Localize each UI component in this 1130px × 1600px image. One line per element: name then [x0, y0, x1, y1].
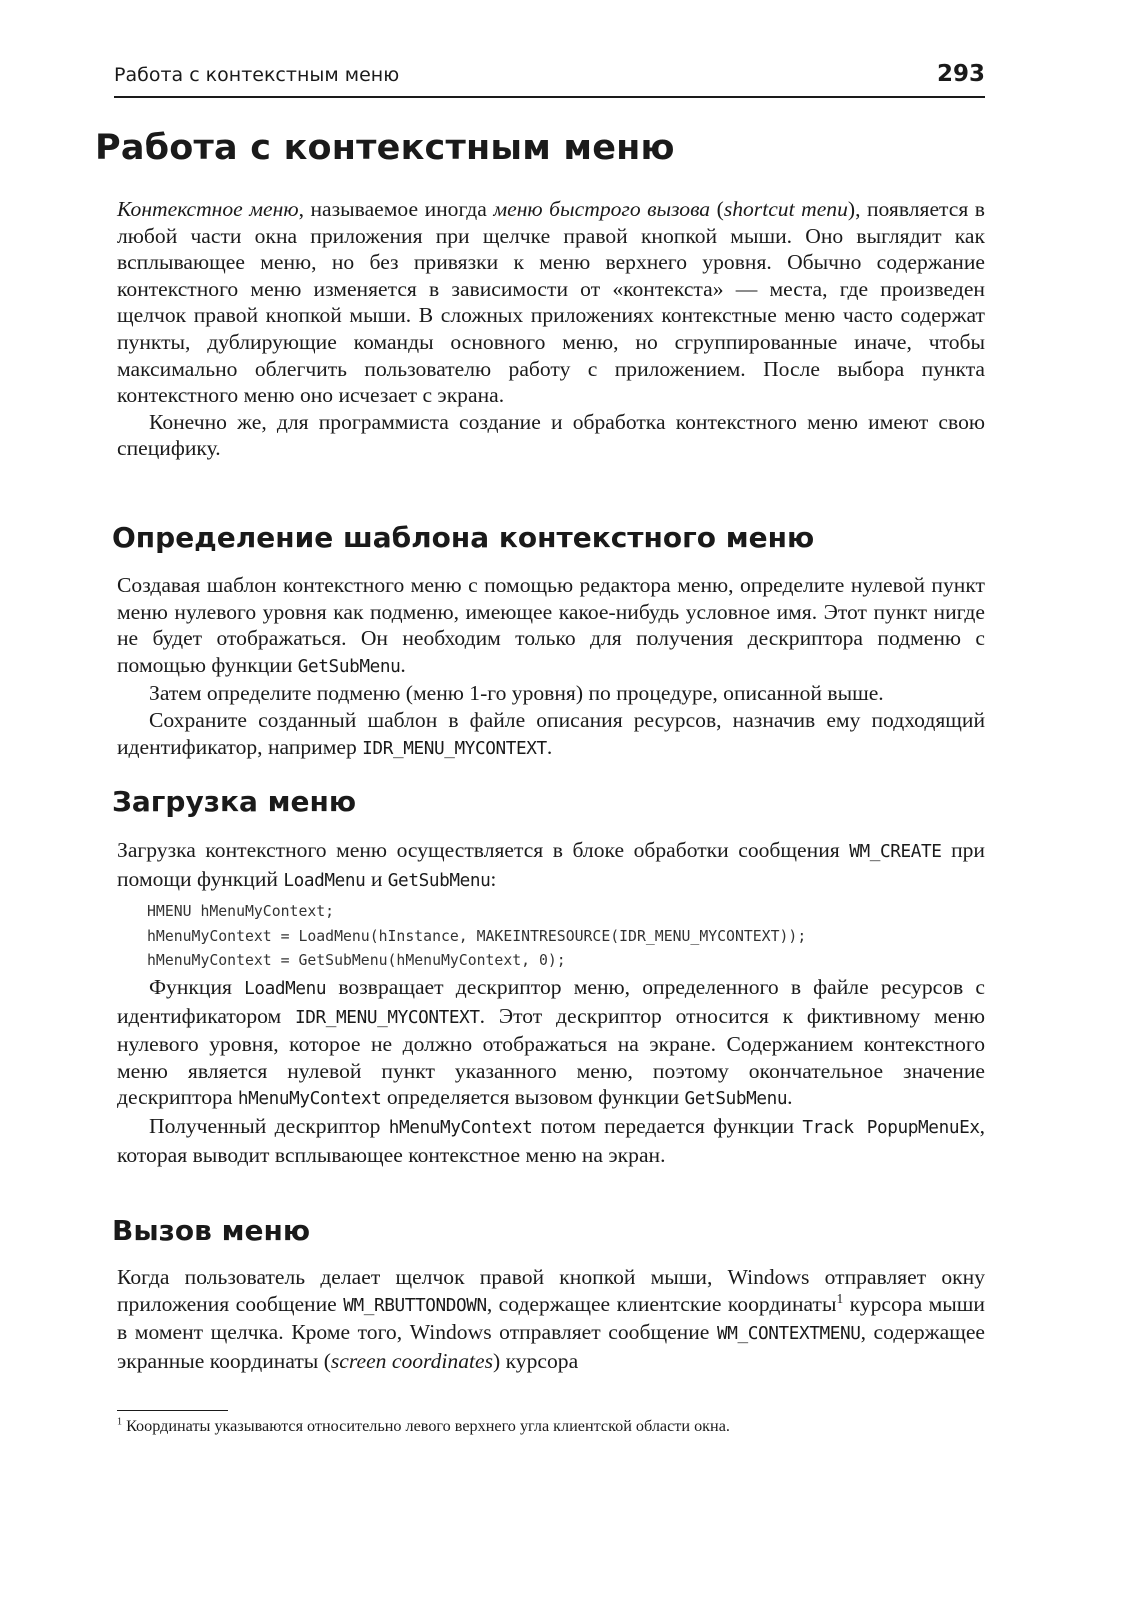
text-run: , которая выводит всплывающее контекстное меню на экран.	[117, 1113, 986, 1167]
loading-paragraph-1	[117, 837, 985, 894]
term-shortcut-menu-ru: меню быстрого вызова	[493, 197, 711, 221]
term-shortcut-menu-en: shortcut menu	[723, 197, 848, 221]
footnote-divider	[117, 1410, 228, 1411]
footnote-mark: 1	[117, 1416, 123, 1428]
code-line: hMenuMyContext = GetSubMenu(hMenuMyContext, 0);	[147, 952, 566, 969]
intro-paragraph-2: Конечно же, для программиста создание и обработка контекстного меню имеют свою специфику.	[117, 409, 985, 461]
running-head	[114, 60, 985, 98]
term-screen-coordinates: screen coordinates	[330, 1348, 494, 1373]
section-loading-text	[117, 837, 985, 894]
text-run: потом передается функции	[532, 1113, 803, 1138]
code-trackpopupmenuex: Track PopupMenuEx	[802, 1117, 980, 1138]
term-context-menu: Контекстное меню	[117, 197, 299, 221]
text-run: Когда пользователь делает щелчок правой кнопкой мыши, Windows отправляет окну приложения сообщение	[117, 1265, 985, 1316]
text-run: , содержащее клиентские координаты	[486, 1291, 837, 1316]
section-heading-invoking: Вызов меню	[112, 1214, 311, 1247]
text-run: Загрузка контекстного меню осуществляется в блоке обработки сообщения	[117, 838, 850, 862]
code-idr-menu: IDR_MENU_MYCONTEXT	[295, 1007, 480, 1028]
text-run: (	[710, 197, 724, 221]
loading-paragraph-3	[117, 1113, 985, 1168]
chapter-title: Работа с контекстным меню	[95, 128, 675, 168]
text-run: определяется вызовом функции	[381, 1085, 685, 1110]
text-run: , содержащее экранные координаты (	[117, 1320, 985, 1373]
footnote-text: Координаты указываются относительно левого верхнего угла клиентской области окна.	[122, 1417, 730, 1435]
section-heading-loading: Загрузка меню	[112, 785, 357, 818]
intro-paragraph-1	[117, 196, 985, 409]
text-run: ) курсора	[493, 1348, 579, 1373]
text-run: Полученный дескриптор	[149, 1113, 389, 1138]
code-getsubmenu: GetSubMenu	[387, 870, 491, 891]
code-listing	[147, 900, 806, 974]
footnote	[117, 1415, 985, 1437]
intro-text	[117, 196, 985, 462]
code-getsubmenu: GetSubMenu	[684, 1089, 788, 1110]
template-paragraph-1	[117, 572, 985, 680]
text-run: , называемое иногда	[298, 197, 494, 221]
section-loading-text-continued	[117, 974, 985, 1168]
code-getsubmenu: GetSubMenu	[297, 656, 401, 677]
text-run: ), появляется в любой части окна приложения при щелчке правой кнопкой мыши. Оно выглядит как всплывающее меню, но без привязки к меню верхнего уровня. Обычно содержание контекстного меню изменяется в зависимости от «контекста» — места, где произведен щелчок правой кнопкой мыши. В сложных приложениях контекстные меню часто содержат пункты, дублирующие команды основного меню, но сгруппированные иначе, чтобы максимально облегчить пользователю работу с приложением. После выбора пункта контекстного меню оно исчезает с экрана.	[117, 197, 985, 408]
code-idr-menu: IDR_MENU_MYCONTEXT	[362, 738, 547, 759]
code-hmenu-var: hMenuMyContext	[237, 1089, 382, 1110]
code-loadmenu: LoadMenu	[244, 979, 327, 999]
code-line: HMENU hMenuMyContext;	[147, 903, 335, 920]
text-run: при помощи функций	[117, 838, 985, 891]
code-line: hMenuMyContext = LoadMenu(hInstance, MAKEINTRESOURCE(IDR_MENU_MYCONTEXT));	[147, 927, 807, 945]
invoking-paragraph-1	[117, 1264, 985, 1374]
section-template-text	[117, 572, 985, 762]
code-wm-create: WM_CREATE	[849, 842, 942, 862]
text-run: и	[365, 866, 388, 891]
text-run: Функция	[149, 975, 245, 999]
code-wm-rbuttondown: WM_RBUTTONDOWN	[343, 1295, 487, 1316]
section-heading-template: Определение шаблона контекстного меню	[112, 521, 815, 554]
loading-paragraph-2	[117, 974, 985, 1113]
template-paragraph-3	[117, 707, 985, 762]
page-number: 293	[936, 61, 985, 87]
footnote-reference[interactable]: 1	[836, 1290, 844, 1306]
text-run: возвращает дескриптор меню, определенного в файле ресурсов с идентификатором	[117, 975, 985, 1028]
template-paragraph-2: Затем определите подменю (меню 1-го уровня) по процедуре, описанной выше.	[149, 681, 884, 706]
text-run: Создавая шаблон контекстного меню с помощью редактора меню, определите нулевой пункт меню нулевого уровня как подменю, имеющее какое-нибудь условное имя. Этот пункт нигде не будет отображаться. Он необходим только для получения дескриптора подменю с помощью функции	[117, 573, 985, 677]
running-head-title: Работа с контекстным меню	[114, 64, 400, 86]
code-wm-contextmenu: WM_CONTEXTMENU	[716, 1324, 861, 1345]
text-run: .	[787, 1085, 793, 1110]
code-hmenu-var: hMenuMyContext	[388, 1117, 533, 1138]
text-run: . Этот дескриптор относится к фиктивному меню нулевого уровня, которое не должно отображаться на экране. Содержанием контекстного меню является нулевой пункт указанного меню, поэтому окончательное значение дескриптора	[117, 1003, 985, 1110]
text-run: .	[546, 734, 553, 759]
text-run: .	[400, 652, 406, 677]
code-loadmenu: LoadMenu	[283, 870, 366, 891]
text-run: Сохраните созданный шаблон в файле описания ресурсов, назначив ему подходящий идентификатор, например	[117, 707, 985, 759]
text-run: курсора мыши в момент щелчка. Кроме того, Windows отправляет сообщение	[117, 1291, 985, 1345]
section-invoking-text	[117, 1264, 985, 1374]
text-run: :	[490, 866, 497, 891]
